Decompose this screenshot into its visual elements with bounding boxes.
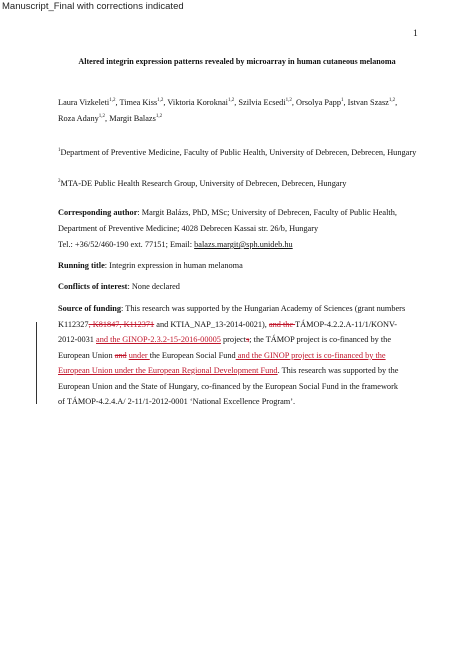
- affiliation-sup: 2: [58, 179, 61, 184]
- deleted-text: , K81847, K112371: [88, 319, 155, 329]
- author-name: Szilvia Ecsedi: [238, 98, 286, 107]
- author-line-1: Laura Vizkeleti$^{1,2}$, Timea Kiss$^{1,2}$, Viktoria Koroknai$^{1,2}$, Szilvia Ecsedi$^{1,2}$, Orsolya Papp$^1$, Istvan Szasz$^{1,2}$,: [58, 98, 398, 107]
- funding-line-1: Source of funding: This research was supported by the Hungarian Academy of Sciences (grant numbers: [58, 304, 406, 313]
- page-number: 1: [413, 29, 418, 39]
- running-title-text: : Integrin expression in human melanoma: [104, 261, 243, 270]
- author-name: Orsolya Papp: [296, 98, 341, 107]
- funding-line-6: European Union and the State of Hungary, co-financed by the European Social Fund in the framework: [58, 381, 398, 391]
- author-affiliation-sup: 1,2: [388, 98, 396, 103]
- affiliation-sup: 1: [58, 148, 61, 153]
- author-name: Margit Balazs: [109, 113, 156, 123]
- manuscript-header: Manuscript_Final with corrections indicated: [2, 1, 184, 12]
- paper-title: Altered integrin expression patterns revealed by microarray in human cutaneous melanoma: [78, 57, 396, 66]
- funding-label: Source of funding: [58, 304, 122, 313]
- contact-text: Tel.: +36/52/460-190 ext. 77151; Email:: [58, 240, 195, 249]
- corresponding-author: [58, 205, 420, 236]
- author-name: Viktoria Koroknai: [167, 98, 228, 107]
- author-name: Timea Kiss: [119, 98, 158, 107]
- author-name: Laura Vizkeleti: [58, 98, 110, 107]
- deleted-text: s: [246, 335, 250, 344]
- inserted-text: under: [128, 350, 150, 360]
- deleted-text: and: [114, 350, 127, 360]
- author-affiliation-sup: 1,2: [109, 98, 116, 103]
- author-affiliation-sup: 1,2: [227, 98, 235, 103]
- author-name: Istvan Szasz: [347, 98, 389, 107]
- funding-paragraph: [58, 301, 420, 410]
- conflicts-label: Conflicts of interest: [58, 282, 128, 291]
- author-affiliation-sup: 1,2: [285, 98, 292, 103]
- author-list: [58, 95, 420, 126]
- affiliation-2: [58, 176, 420, 192]
- author-affiliation-sup: 1: [340, 98, 344, 103]
- corresponding-text: : Margit Balázs, PhD, MSc; University of Debrecen, Faculty of Public Health, Department of Preventive Medicine; 4028 Debrecen Kassai str. 26/b, Hungary: [58, 208, 397, 233]
- funding-line-5: European Union under the European Regional Development Fund. This research was supported by the: [58, 366, 399, 375]
- author-affiliation-sup: 1,2: [157, 98, 164, 103]
- inserted-text: and the GINOP-2.3.2-15-2016-00005: [96, 335, 221, 344]
- contact-line: [58, 237, 420, 253]
- affiliation-1: [58, 145, 420, 161]
- email-link[interactable]: balazs.margit@sph.unideb.hu: [194, 240, 293, 249]
- affiliation-text: Department of Preventive Medicine, Faculty of Public Health, University of Debrecen, Debrecen, Hungary: [60, 148, 417, 157]
- revision-change-bar: [36, 322, 37, 404]
- running-title-label: Running title: [58, 261, 105, 270]
- conflicts-text: : None declared: [127, 282, 180, 291]
- running-title: [58, 258, 420, 274]
- author-affiliation-sup: 1,2: [155, 113, 163, 119]
- funding-line-3: 2012-0031 and the GINOP-2.3.2-15-2016-00005 projects; the TÁMOP project is co-financed by the: [58, 335, 392, 344]
- inserted-text: European Union under the European Regional Development Fund: [58, 366, 278, 375]
- author-line-2: Roza Adany$^{1,2}$, Margit Balazs$^{1,2}$: [58, 113, 163, 123]
- conflicts-of-interest: [58, 279, 420, 295]
- funding-line-7: of TÁMOP-4.2.4.A/ 2-11/1-2012-0001 ‘National Excellence Program’.: [58, 397, 296, 406]
- author-affiliation-sup: 1,2: [98, 113, 106, 119]
- affiliation-text: MTA-DE Public Health Research Group, University of Debrecen, Debrecen, Hungary: [60, 179, 347, 188]
- funding-line-2: K112327, K81847, K112371 and KTIA_NAP_13-2014-0021), and the TÁMOP-4.2.2.A-11/1/KONV-: [58, 319, 398, 329]
- author-name: Roza Adany: [58, 113, 99, 123]
- deleted-text: and the: [268, 319, 296, 329]
- inserted-text: and the GINOP project is co-financed by the: [235, 350, 386, 360]
- funding-line-4: European Union and under the European Social Fund and the GINOP project is co-financed by the: [58, 350, 386, 360]
- corresponding-label: Corresponding author: [58, 208, 138, 217]
